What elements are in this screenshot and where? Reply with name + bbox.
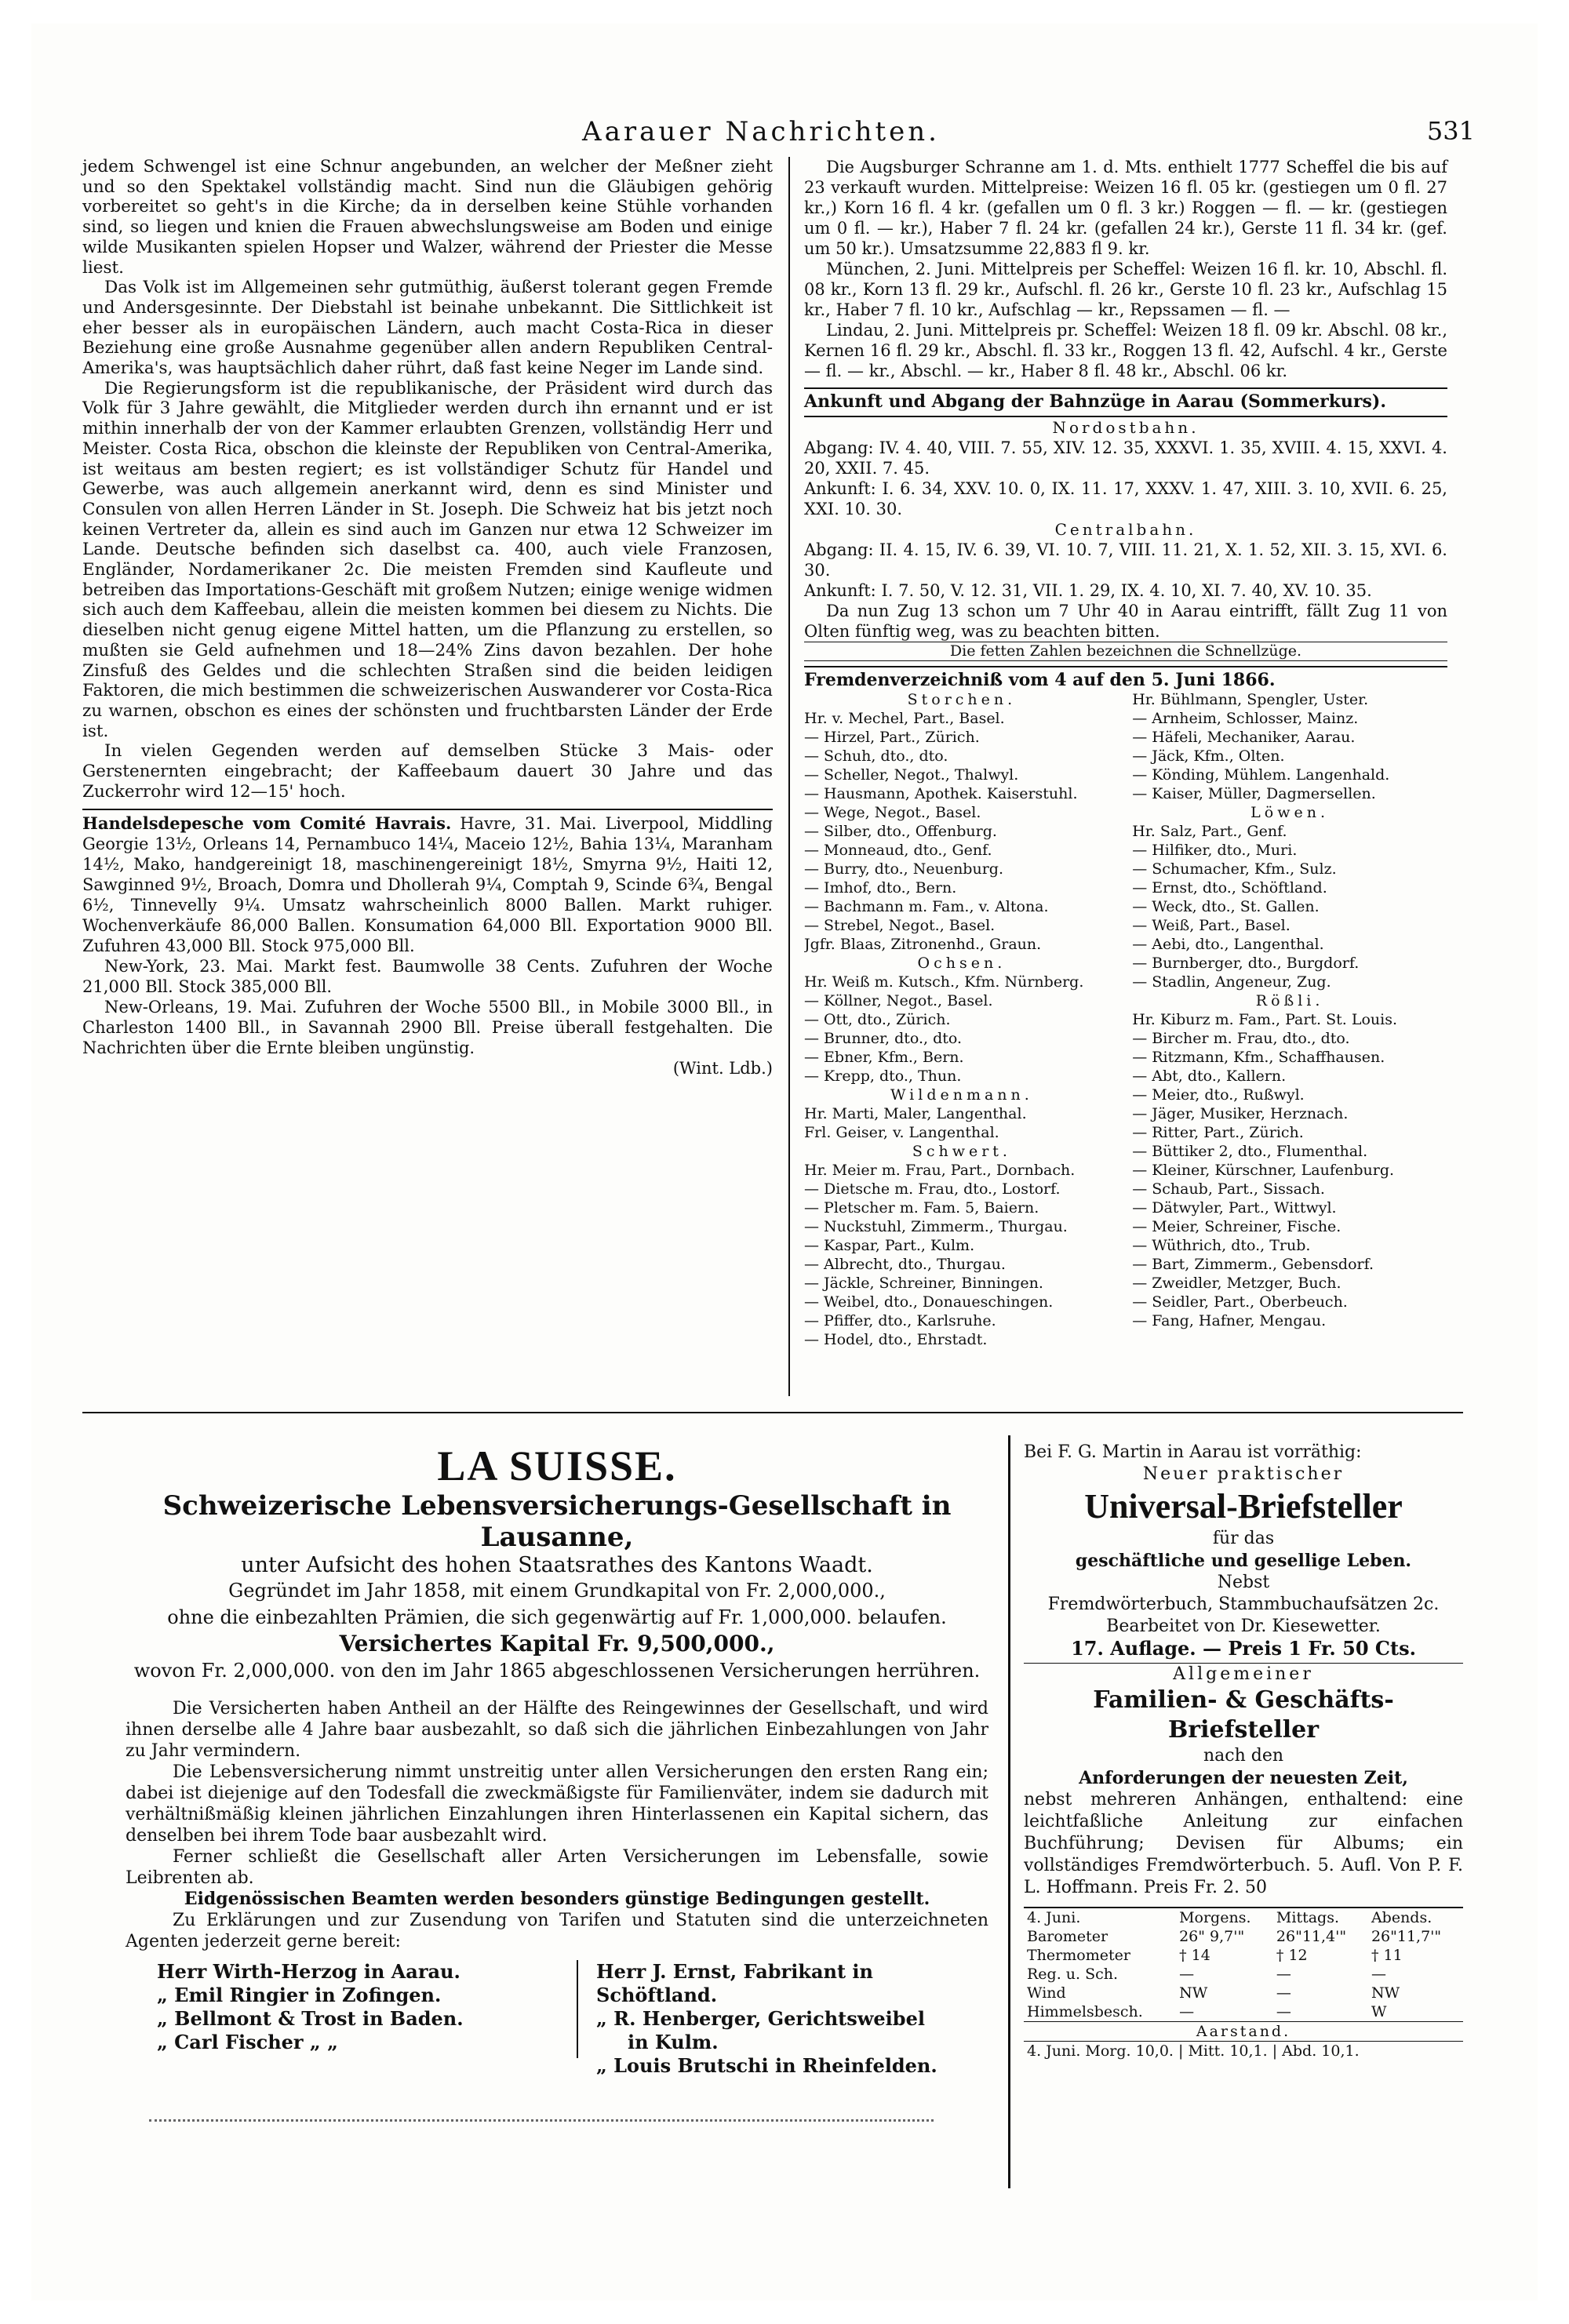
weather-value: † 12 bbox=[1276, 1947, 1308, 1964]
guest-entry: — Ott, dto., Zürich. bbox=[804, 1011, 951, 1029]
guest-entry: — Bircher m. Frau, dto., dto. bbox=[1132, 1030, 1350, 1048]
agent: „ Emil Ringier in Zofingen. bbox=[157, 1984, 442, 2006]
guest-entry: — Ritter, Part., Zürich. bbox=[1132, 1124, 1304, 1142]
weather-value: — bbox=[1179, 2003, 1195, 2020]
guest-entry: — Brunner, dto., dto. bbox=[804, 1030, 963, 1048]
weather-value: † 11 bbox=[1371, 1947, 1403, 1964]
ad-text: für das bbox=[1212, 1529, 1275, 1548]
ad-briefsteller bbox=[1024, 1442, 1463, 2060]
guest-entry: — Pletscher m. Fam. 5, Baiern. bbox=[804, 1199, 1039, 1217]
article-paragraph: Die Regierungsform ist die republikanische, der Präsident wird durch das Volk für 3 Jahre gewählt, die Mitglieder werden durch ihn ernannt und er ist mithin innerhalb der von der Kammer erlaubten Grenzen, vollständig Herr und Meister. Costa Rica, obschon die kleinste der Republiken von Central-Amerika, ist weitaus am besten regiert; es ist vollständiger Schutz für Handel und Gewerbe, was auch allgemein anerkannt wird, denn es sind Minister und Consulen von allen Herren Länder in St. Joseph. Die Schweiz hat bis jetzt noch keinen Vertreter da, allein es sind auch im Ganzen nur etwa 12 Schweizer im Lande. Deutsche befinden sich daselbst ca. 400, auch viele Franzosen, Engländer, Nordamerikaner 2c. Die meisten Fremden sind Kaufleute und betreiben das Importations-Geschäft mit großem Nutzen; einige wenige widmen sich auch dem Kaffeebau, allein die meisten kommen bei diesem zu Nichts. Die dieselben nicht genug eigene Mittel hatten, um die Pflanzung zu erstellen, so mußten sie Geld aufnehmen und 18—24% Zins davon bezahlen. Der hohe Zinsfuß des Geldes und die schlechten Straßen sind die beiden leidigen Faktoren, die mich bestimmen die schweizerischen Auswanderer vor Costa-Rica zu warnen, obschon es eines der schönsten und fruchtbarsten Länder der Erde ist. bbox=[82, 378, 773, 741]
ad-neuer: Neuer praktischer bbox=[1142, 1464, 1345, 1484]
guest-entry: — Nuckstuhl, Zimmerm., Thurgau. bbox=[804, 1218, 1068, 1236]
agents-divider bbox=[577, 1960, 578, 2058]
weather-value: — bbox=[1179, 1966, 1195, 1983]
market-report: Die Augsburger Schranne am 1. d. Mts. enthielt 1777 Scheffel die bis auf 23 verkauft wurden. Mittelpreise: Weizen 16 fl. 05 kr. (gestiegen um 0 fl. 27 kr.,) Korn 16 fl. 4 kr. (gefallen um 0 fl. 3 kr.) Roggen — fl. — kr. (gestiegen um 0 fl. — kr.), Haber 7 fl. 24 kr. (gefallen 24 kr.), Gerste 11 fl. 34 kr. (gef. um 50 kr.). Umsatzsumme 22,883 fl 9. kr. bbox=[804, 158, 1447, 258]
guest-entry: — Meier, Schreiner, Fische. bbox=[1132, 1218, 1341, 1236]
running-title: Aarauer Nachrichten. bbox=[582, 116, 940, 147]
abgang-label: Abgang: bbox=[804, 540, 874, 559]
guest-entry: — Hilfiker, dto., Muri. bbox=[1132, 842, 1298, 860]
guest-entry: — Weiß, Part., Basel. bbox=[1132, 917, 1291, 935]
guest-entry: — Arnheim, Schlosser, Mainz. bbox=[1132, 710, 1359, 728]
agent: Herr Wirth-Herzog in Aarau. bbox=[157, 1960, 461, 1983]
agent: „ Louis Brutschi in Rheinfelden. bbox=[596, 2054, 937, 2077]
ad-paragraph: Zu Erklärungen und zur Zusendung von Tarifen und Statuten sind die unterzeichneten Agenten jederzeit gerne bereit: bbox=[126, 1911, 988, 1951]
railway-name: Centralbahn. bbox=[1054, 519, 1197, 539]
ankunft-label: Ankunft: bbox=[804, 478, 876, 498]
ad-capital: Versichertes Kapital Fr. 9,500,000., bbox=[339, 1631, 775, 1657]
guest-entry: Hr. Meier m. Frau, Part., Dornbach. bbox=[804, 1162, 1076, 1180]
guest-entry: — Monneaud, dto., Genf. bbox=[804, 842, 992, 860]
agents-list bbox=[126, 1960, 988, 2086]
weather-value: — bbox=[1371, 1966, 1386, 1983]
hotel-heading: Schwert. bbox=[912, 1143, 1011, 1161]
weather-value: 26"11,7'" bbox=[1371, 1928, 1442, 1945]
weather-value: NW bbox=[1371, 1984, 1400, 2002]
weather-label: Reg. u. Sch. bbox=[1027, 1966, 1119, 1983]
fremden-left-column bbox=[804, 690, 1119, 1349]
weather-table bbox=[1024, 1907, 1463, 2060]
guest-entry: — Kaspar, Part., Kulm. bbox=[804, 1237, 975, 1255]
guest-entry: — Ernst, dto., Schöftland. bbox=[1132, 879, 1327, 897]
ankunft-times: I. 6. 34, XXV. 10. 0, IX. 11. 17, XXXV. 1. 47, XIII. 3. 10, XVII. 6. 25, XXI. 10. 30. bbox=[804, 478, 1447, 518]
guest-entry: — Wege, Negot., Basel. bbox=[804, 804, 981, 822]
guest-entry: — Bachmann m. Fam., v. Altona. bbox=[804, 898, 1049, 916]
guest-entry: Frl. Geiser, v. Langenthal. bbox=[804, 1124, 999, 1142]
guest-entry: Hr. Weiß m. Kutsch., Kfm. Nürnberg. bbox=[804, 973, 1084, 991]
guest-entry: — Scheller, Negot., Thalwyl. bbox=[804, 766, 1019, 784]
hotel-heading: Wildenmann. bbox=[890, 1086, 1033, 1104]
ad-text: Anforderungen der neuesten Zeit, bbox=[1079, 1768, 1408, 1788]
guest-entry: — Schaub, Part., Sissach. bbox=[1132, 1180, 1325, 1198]
ad-title: LA SUISSE. bbox=[437, 1442, 677, 1489]
weather-date: 4. Juni. bbox=[1027, 1909, 1081, 1926]
guest-entry: — Dietsche m. Frau, dto., Lostorf. bbox=[804, 1180, 1061, 1198]
weather-value: 26" 9,7'" bbox=[1179, 1928, 1245, 1945]
aarstand-values: 4. Juni. Morg. 10,0. | Mitt. 10,1. | Abd. 10,1. bbox=[1024, 2042, 1463, 2061]
agent: in Kulm. bbox=[628, 2031, 719, 2053]
guest-entry: — Büttiker 2, dto., Flumenthal. bbox=[1132, 1143, 1368, 1161]
section-divider bbox=[82, 809, 773, 810]
guest-entry: — Strebel, Negot., Basel. bbox=[804, 917, 996, 935]
weather-header: Mittags. bbox=[1276, 1909, 1339, 1926]
guest-entry: Hr. Kiburz m. Fam., Part. St. Louis. bbox=[1132, 1011, 1398, 1029]
guest-entry: — Jäger, Musiker, Herznach. bbox=[1132, 1105, 1349, 1123]
ad-divider bbox=[1008, 1435, 1010, 2188]
hotel-heading: Storchen. bbox=[907, 691, 1017, 709]
guest-entry: — Krepp, dto., Thun. bbox=[804, 1067, 962, 1086]
guest-entry: — Dätwyler, Part., Wittwyl. bbox=[1132, 1199, 1337, 1217]
fremden-right-column bbox=[1132, 690, 1447, 1330]
weather-label: Wind bbox=[1027, 1984, 1066, 2002]
train-note: Da nun Zug 13 schon um 7 Uhr 40 in Aarau eintrifft, fällt Zug 11 von Olten fünftig weg, was zu beachten bitten. bbox=[804, 601, 1447, 641]
ad-paragraph: Die Lebensversicherung nimmt unstreitig unter allen Versicherungen den ersten Rang ein; dabei ist diejenige auf den Todesfall die zweckmäßigste für Familienväter, indem sie dadurch mit verhältnißmäßig kleinen jährlichen Einzahlungen ihren Hinterlassenen ein Kapital sichern, das denselben bei ihrem Tode baar ausbezahlt wird. bbox=[126, 1762, 988, 1846]
newspaper-page bbox=[31, 24, 1538, 2300]
abgang-times: IV. 4. 40, VIII. 7. 55, XIV. 12. 35, XXXVI. 1. 35, XVIII. 4. 15, XXVI. 4. 20, XXII. 7. 45. bbox=[804, 438, 1447, 478]
ad-la-suisse bbox=[126, 1442, 988, 2086]
ad-intro: Bei F. G. Martin in Aarau ist vorräthig: bbox=[1024, 1442, 1362, 1462]
guest-entry: — Burry, dto., Neuenburg. bbox=[804, 860, 1003, 878]
ad-paragraph: Ferner schließt die Gesellschaft aller Arten Versicherungen im Lebensfalle, sowie Leibrenten ab. bbox=[126, 1847, 988, 1888]
ad-line: ohne die einbezahlten Prämien, die sich gegenwärtig auf Fr. 1,000,000. belaufen. bbox=[167, 1606, 947, 1628]
guest-entry: Jgfr. Blaas, Zitronenhd., Graun. bbox=[804, 936, 1042, 954]
guest-entry: — Schuh, dto., dto. bbox=[804, 747, 948, 766]
guest-entry: — Weibel, dto., Donaueschingen. bbox=[804, 1293, 1054, 1311]
weather-label: Himmelsbesch. bbox=[1027, 2003, 1143, 2020]
fremden-title: Fremdenverzeichniß vom 4 auf den 5. Juni 1866. bbox=[804, 666, 1447, 691]
ad-beamte: Eidgenössischen Beamten werden besonders günstige Bedingungen gestellt. bbox=[184, 1889, 930, 1909]
agent: „ Carl Fischer „ „ bbox=[157, 2031, 338, 2053]
ad-book-title-2: Familien- & Geschäfts-Briefsteller bbox=[1093, 1686, 1394, 1744]
guest-entry: — Hausmann, Apothek. Kaiserstuhl. bbox=[804, 785, 1078, 803]
depesche-paragraph: New-Orleans, 19. Mai. Zufuhren der Woche 5500 Bll., in Mobile 3000 Bll., in Charleston 1400 Bll., in Savannah 2900 Bll. Preise überall festgehalten. Die Nachrichten über die Ernte bleiben ungünstig. bbox=[82, 997, 773, 1057]
guest-entry: — Aebi, dto., Langenthal. bbox=[1132, 936, 1324, 954]
guest-entry: — Abt, dto., Kallern. bbox=[1132, 1067, 1287, 1086]
weather-value: — bbox=[1276, 1984, 1291, 2002]
ad-book-title: Universal-Briefsteller bbox=[1084, 1487, 1403, 1526]
hotel-heading: Rößli. bbox=[1255, 992, 1324, 1010]
ad-text: Allgemeiner bbox=[1024, 1663, 1463, 1686]
weather-value: 26"11,4'" bbox=[1276, 1928, 1347, 1945]
abgang-label: Abgang: bbox=[804, 438, 874, 457]
guest-entry: — Köllner, Negot., Basel. bbox=[804, 992, 993, 1010]
guest-entry: — Könding, Mühlem. Langenhald. bbox=[1132, 766, 1390, 784]
ad-text: Bearbeitet von Dr. Kiesewetter. bbox=[1106, 1617, 1381, 1636]
guest-entry: — Ritzmann, Kfm., Schaffhausen. bbox=[1132, 1049, 1385, 1067]
page-number: 531 bbox=[1426, 116, 1475, 146]
abgang-times: II. 4. 15, IV. 6. 39, VI. 10. 7, VIII. 11. 21, X. 1. 52, XII. 3. 15, XVI. 6. 30. bbox=[804, 540, 1447, 580]
guest-entry: Hr. Marti, Maler, Langenthal. bbox=[804, 1105, 1027, 1123]
ad-line: wovon Fr. 2,000,000. von den im Jahr 1865 abgeschlossenen Versicherungen herrühren. bbox=[133, 1660, 981, 1682]
depesche-source: (Wint. Ldb.) bbox=[672, 1058, 773, 1078]
weather-label: Barometer bbox=[1027, 1928, 1108, 1945]
guest-entry: — Seidler, Part., Oberbeuch. bbox=[1132, 1293, 1348, 1311]
guest-entry: — Silber, dto., Offenburg. bbox=[804, 823, 997, 841]
guest-entry: — Jäckle, Schreiner, Binningen. bbox=[804, 1275, 1043, 1293]
guest-entry: — Albrecht, dto., Thurgau. bbox=[804, 1256, 1006, 1274]
weather-value: — bbox=[1276, 1966, 1291, 1983]
guest-entry: — Stadlin, Angeneur, Zug. bbox=[1132, 973, 1331, 991]
weather-header: Morgens. bbox=[1179, 1909, 1251, 1926]
guest-entry: — Bart, Zimmerm., Gebensdorf. bbox=[1132, 1256, 1374, 1274]
weather-value: — bbox=[1276, 2003, 1291, 2020]
ad-paragraph: Die Versicherten haben Antheil an der Hälfte des Reingewinnes der Gesellschaft, und wird ihnen derselbe alle 4 Jahre baar ausbezahlt, so daß sich die jährlichen Einbezahlungen von Jahr zu Jahr vermindern. bbox=[126, 1699, 988, 1761]
fremden-list bbox=[804, 690, 1447, 1349]
agent: Herr J. Ernst, Fabrikant in Schöftland. bbox=[596, 1960, 873, 2006]
agent: „ R. Henberger, Gerichtsweibel bbox=[596, 2007, 925, 2030]
ankunft-label: Ankunft: bbox=[804, 580, 876, 600]
ad-text: Nebst bbox=[1217, 1573, 1270, 1592]
train-note-bold: Die fetten Zahlen bezeichnen die Schnellzüge. bbox=[804, 642, 1447, 661]
ad-text: nach den bbox=[1203, 1746, 1284, 1766]
weather-header: Abends. bbox=[1371, 1909, 1432, 1926]
article-paragraph: In vielen Gegenden werden auf demselben Stücke 3 Mais- oder Gerstenernten eingebracht; der Kaffeebaum dauert 30 Jahre und das Zuckerrohr wird 12—15' hoch. bbox=[82, 741, 773, 802]
guest-entry: — Meier, dto., Rußwyl. bbox=[1132, 1086, 1305, 1104]
train-timetable-title: Ankunft und Abgang der Bahnzüge in Aarau (Sommerkurs). bbox=[804, 387, 1447, 417]
hotel-heading: Ochsen. bbox=[917, 955, 1007, 973]
guest-entry: — Fang, Hafner, Mengau. bbox=[1132, 1312, 1327, 1330]
guest-entry: — Imhof, dto., Bern. bbox=[804, 879, 957, 897]
guest-entry: — Weck, dto., St. Gallen. bbox=[1132, 898, 1320, 916]
depesche-paragraph: New-York, 23. Mai. Markt fest. Baumwolle 38 Cents. Zufuhren der Woche 21,000 Bll. Stock 385,000 Bll. bbox=[82, 956, 773, 996]
depesche-paragraph: Havre, 31. Mai. Liverpool, Middling Georgie 13½, Orleans 14, Pernambuco 14¼, Maceio 12½, Bahia 13¼, Maranham 14½, Mako, handgereinigt 18, maschinengereinigt 18½, Smyrna 9½, Haiti 12, Sawginned 9½, Broach, Domra und Dhollerah 9¼, Comptah 9, Scinde 6¾, Bengal 6½, Tinnevelly 9¼. Umsatz wahrscheinlich 8000 Ballen. Markt ruhiger. Wochenverkäufe 86,000 Ballen. Konsumation 64,000 Bll. Exportation 9000 Bll. Zufuhren 43,000 Bll. Stock 975,000 Bll. bbox=[82, 813, 773, 955]
ankunft-times: I. 7. 50, V. 12. 31, VII. 1. 29, IX. 4. 10, XI. 7. 40, XV. 10. 35. bbox=[881, 580, 1372, 600]
decorative-border bbox=[149, 2119, 934, 2129]
railway-name: Nordostbahn. bbox=[1052, 417, 1200, 437]
ad-text: Fremdwörterbuch, Stammbuchaufsätzen 2c. bbox=[1047, 1595, 1440, 1614]
guest-entry: — Ebner, Kfm., Bern. bbox=[804, 1049, 964, 1067]
guest-entry: — Pfiffer, dto., Karlsruhe. bbox=[804, 1312, 996, 1330]
aarstand-label: Aarstand. bbox=[1024, 2022, 1463, 2042]
guest-entry: — Jäck, Kfm., Olten. bbox=[1132, 747, 1285, 766]
guest-entry: Hr. v. Mechel, Part., Basel. bbox=[804, 710, 1005, 728]
ad-subtitle-2: unter Aufsicht des hohen Staatsrathes des Kantons Waadt. bbox=[241, 1553, 873, 1577]
ad-description: nebst mehreren Anhängen, enthaltend: eine leichtfaßliche Anleitung zur einfachen Buchführung; Devisen für Albums; ein vollständiges Fremdwörterbuch. 5. Aufl. Von P. F. L. Hoffmann. Preis Fr. 2. 50 bbox=[1024, 1790, 1463, 1897]
ad-line: Gegründet im Jahr 1858, mit einem Grundkapital von Fr. 2,000,000., bbox=[228, 1580, 886, 1602]
section-rule bbox=[82, 1412, 1463, 1413]
guest-entry: — Hirzel, Part., Zürich. bbox=[804, 729, 980, 747]
right-column bbox=[804, 157, 1447, 1349]
guest-entry: — Häfeli, Mechaniker, Aarau. bbox=[1132, 729, 1356, 747]
guest-entry: — Kleiner, Kürschner, Laufenburg. bbox=[1132, 1162, 1395, 1180]
column-rule bbox=[788, 157, 790, 1396]
weather-label: Thermometer bbox=[1027, 1947, 1130, 1964]
article-paragraph: Das Volk ist im Allgemeinen sehr gutmüthig, äußerst tolerant gegen Fremde und Andersgesinnte. Der Diebstahl ist beinahe unbekannt. Die Sittlichkeit ist eher besser als in europäischen Ländern, auch macht Costa-Rica in dieser Beziehung eine große Ausnahme gegenüber allen andern Republiken Central-Amerika's, was hauptsächlich daher rührt, daß fast keine Neger im Lande sind. bbox=[82, 278, 773, 379]
depesche-title: Handelsdepesche vom Comité Havrais. bbox=[82, 813, 452, 833]
guest-entry: Hr. Bühlmann, Spengler, Uster. bbox=[1132, 691, 1369, 709]
guest-entry: — Kaiser, Müller, Dagmersellen. bbox=[1132, 785, 1376, 803]
hotel-heading: Löwen. bbox=[1250, 804, 1329, 822]
ad-price: 17. Auflage. — Preis 1 Fr. 50 Cts. bbox=[1071, 1637, 1416, 1660]
market-report: Lindau, 2. Juni. Mittelpreis pr. Scheffel: Weizen 18 fl. 09 kr. Abschl. 08 kr., Kernen 16 fl. 29 kr., Abschl. fl. 33 kr., Roggen 13 fl. 42, Aufschl. 4 kr., Gerste — fl. — kr., Abschl. — kr., Haber 8 fl. 48 kr., Abschl. 06 kr. bbox=[804, 321, 1447, 380]
left-column bbox=[82, 157, 773, 1078]
weather-value: W bbox=[1371, 2003, 1387, 2020]
article-paragraph: jedem Schwengel ist eine Schnur angebunden, an welcher der Meßner zieht und so den Spektakel vollständig macht. Sind nun die Gläubigen gehörig vorbereitet so geht's in die Kirche; da in derselben keine Stühle vorhanden sind, so liegen und knien die Frauen abwechslungsweise am Boden und einige wilde Musikanten spielen Hopser und Walzer, während der Priester die Messe liest. bbox=[82, 157, 773, 278]
agent: „ Bellmont & Trost in Baden. bbox=[157, 2007, 464, 2030]
weather-value: † 14 bbox=[1179, 1947, 1210, 1964]
guest-entry: — Wüthrich, dto., Trub. bbox=[1132, 1237, 1311, 1255]
guest-entry: — Hodel, dto., Ehrstadt. bbox=[804, 1331, 988, 1349]
ad-text: geschäftliche und gesellige Leben. bbox=[1075, 1551, 1412, 1571]
guest-entry: Hr. Salz, Part., Genf. bbox=[1132, 823, 1287, 841]
weather-value: NW bbox=[1179, 1984, 1208, 2002]
guest-entry: — Burnberger, dto., Burgdorf. bbox=[1132, 955, 1360, 973]
ad-subtitle: Schweizerische Lebensversicherungs-Gesellschaft in Lausanne, bbox=[162, 1490, 952, 1553]
guest-entry: — Zweidler, Metzger, Buch. bbox=[1132, 1275, 1341, 1293]
market-report: München, 2. Juni. Mittelpreis per Scheffel: Weizen 16 fl. kr. 10, Abschl. fl. 08 kr., Korn 13 fl. 29 kr., Aufschl. fl. 26 kr., Gerste 10 fl. 23 kr., Aufschlag 15 kr., Haber 7 fl. 10 kr., Aufschlag — kr., Repssamen — fl. — bbox=[804, 260, 1447, 319]
guest-entry: — Schumacher, Kfm., Sulz. bbox=[1132, 860, 1337, 878]
